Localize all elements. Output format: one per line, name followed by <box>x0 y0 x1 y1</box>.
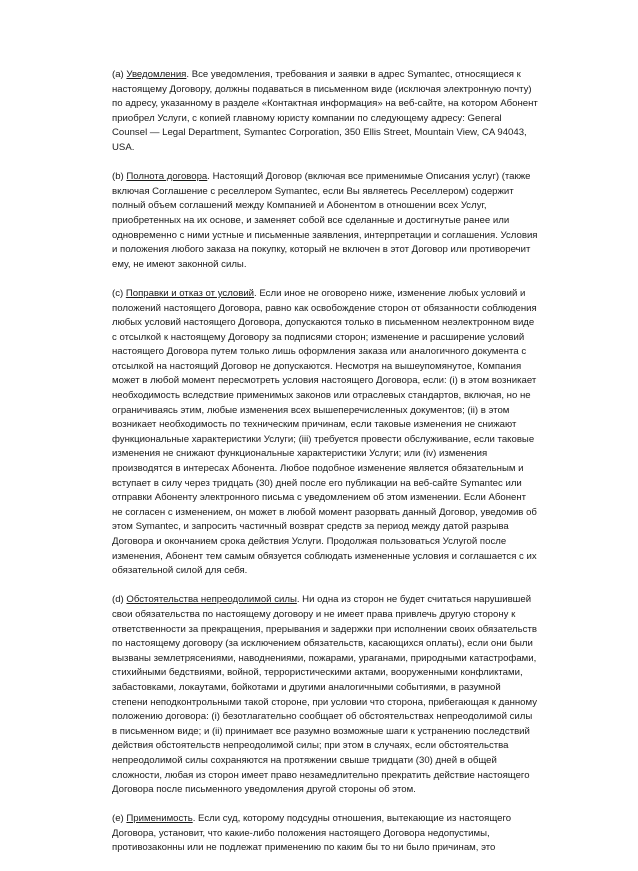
section-amendments <box>112 287 538 579</box>
section-entire-agreement <box>112 170 538 272</box>
section-letter: (a) <box>112 69 127 80</box>
section-heading-entire-agreement: Полнота договора <box>126 171 208 183</box>
section-heading-force-majeure: Обстоятельства непреодолимой силы <box>126 594 297 606</box>
section-force-majeure <box>112 593 538 797</box>
section-letter: (c) <box>112 287 126 299</box>
section-body: . Если иное не оговорено ниже, изменение любых условий и положений настоящего Договора, равно как освобождение сторон от обязанности соблюдения любых условий настоящего Договора, допускаются только в письменном неэлектронном виде с отсылкой к настоящему Договору за подписями сторон; изменение и расширение условий настоящего Договора путем только лишь оформления заказа или аналогичного документа с отсылкой на настоящий Договор не допускаются. Несмотря на вышеупомянутое, Компания может в любой момент пересмотреть условия настоящего Договора, если: (i) в этом возникает необходимость вследствие применимых законов или отраслевых стандартов, включая, но не ограничиваясь этим, любые изменения всех вышеперечисленных документов; (ii) в этом возникает необходимость по техническим причинам, если таковые изменения не снижают функциональные характеристики Услуги; (iii) требуется провести обслуживание, если таковые изменения не снижают функциональные характеристики Услуги; или (iv) изменения производятся в интересах Абонента. Любое подобное изменение является обязательным и вступает в силу через тридцать (30) дней после его публикации на веб-сайте Symantec или отправки Абоненту электронного письма с уведомлением об этом изменении. Если Абонент не согласен с изменением, он может в любой момент разорвать данный Договор, уведомив об этом Symantec, и запросить частичный возврат средств за период между датой разрыва Договора и окончанием срока действия Услуги. Продолжая пользоваться Услугой после изменения, Абонент тем самым обязуется соблюдать измененные условия и соглашается с их обязательной силой для себя. <box>112 287 537 577</box>
document-page <box>112 68 538 871</box>
section-notices <box>112 68 538 156</box>
section-severability <box>112 812 538 856</box>
section-body: . Все уведомления, требования и заявки в адрес Symantec, относящиеся к настоящему Договору, должны подаваться в письменном виде (исключая электронную почту) по адресу, указанному в разделе «Контактная информация» на веб-сайте, на котором Абонент приобрел Услуги, с копией главному юристу компании по следующему адресу: General Counsel — Legal Department, Symantec Corporation, 350 Ellis Street, Mountain View, CA 94043, USA. <box>112 69 538 153</box>
section-heading-notices: Уведомления <box>126 69 187 80</box>
section-letter: (d) <box>112 594 127 606</box>
section-heading-amendments: Поправки и отказ от условий <box>125 287 255 299</box>
section-letter: (b) <box>112 171 127 183</box>
section-body: . Если суд, которому подсудны отношения, вытекающие из настоящего Договора, установит, что какие-либо положения настоящего Договора недопустимы, противозаконны или не подлежат применению по каким бы то ни было причинам, это <box>112 813 512 854</box>
section-body: . Настоящий Договор (включая все применимые Описания услуг) (также включая Соглашение с реселлером Symantec, если Вы являетесь Реселлером) содержит полный объем соглашений между Компанией и Абонентом в отношении всех Услуг, приобретенных на их основе, и заменяет собой все сделанные и достигнутые ранее или одновременно с ними устные и письменные заявления, интерпретации и соглашения. Условия и положения любого заказа на покупку, который не включен в этот Договор или противоречит ему, не имеют законной силы. <box>112 171 538 270</box>
section-heading-severability: Применимость <box>126 813 193 825</box>
section-body: . Ни одна из сторон не будет считаться нарушившей свои обязательства по настоящему договору и не имеет права привлечь другую сторону к ответственности за прекращения, прерывания и задержки при исполнении своих обязательств по настоящему договору (за исключением обязательств, касающихся оплаты), если они были вызваны землетрясениями, наводнениями, пожарами, ураганами, природными катастрофами, стихийными бедствиями, войной, террористическими актами, вооруженными конфликтами, забастовками, локаутами, бойкотами и другими аналогичными событиями, в разумной степени неподконтрольными такой стороне, при условии что сторона, прибегающая к данному положению договора: (i) безотлагательно сообщает об обстоятельствах непреодолимой силы в письменном виде; и (ii) принимает все разумно возможные шаги к устранению последствий действия обстоятельств непреодолимой силы; при этом в случаях, если обстоятельства непреодолимой силы сохраняются на протяжении свыше тридцати (30) дней в общей сложности, любая из сторон имеет право незамедлительно прекратить действие настоящего Договора после письменного уведомления другой стороны об этом. <box>112 594 538 796</box>
section-letter: (e) <box>112 813 127 825</box>
